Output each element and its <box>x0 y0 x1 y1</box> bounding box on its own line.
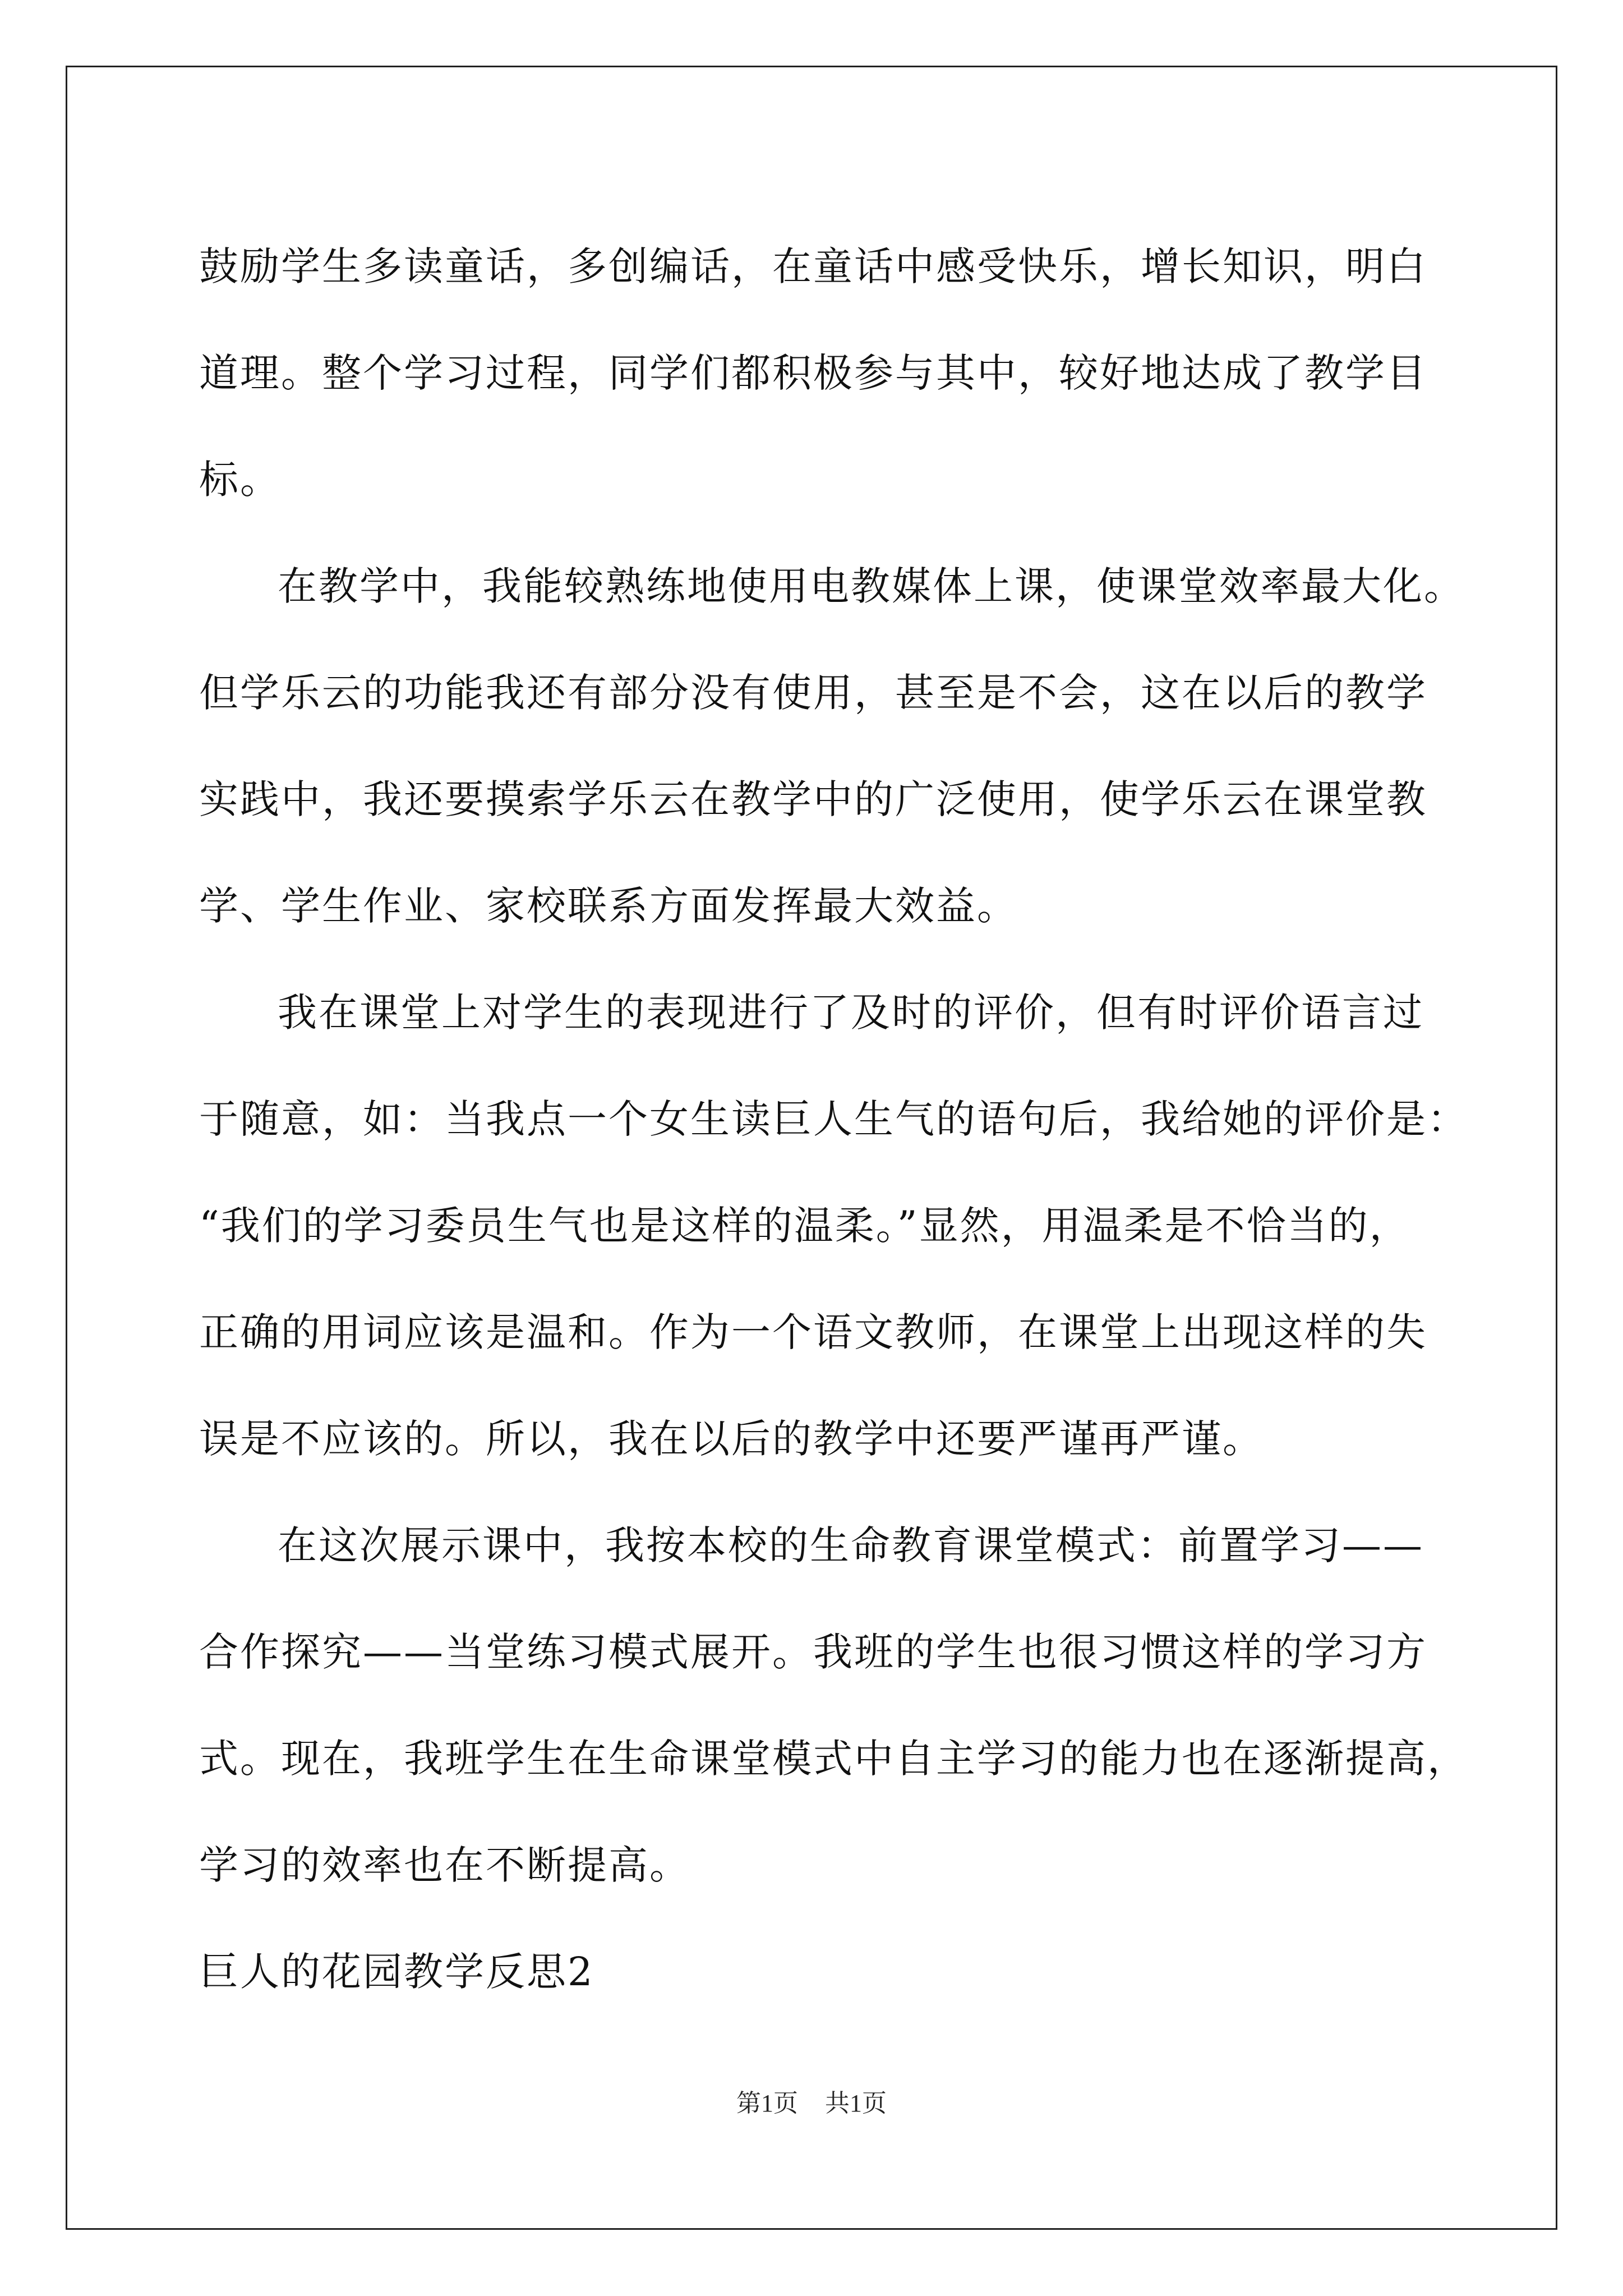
paragraph-2-line-2: 但学乐云的功能我还有部分没有使用，甚至是不会，这在以后的教学 <box>199 670 1427 716</box>
paragraph-4-line-2: 合作探究——当堂练习模式展开。我班的学生也很习惯这样的学习方 <box>199 1629 1427 1675</box>
paragraph-4-line-4: 学习的效率也在不断提高。 <box>199 1842 690 1888</box>
page-number: 第1页 <box>736 2090 798 2117</box>
paragraph-3-line-1: 我在课堂上对学生的表现进行了及时的评价，但有时评价语言过 <box>278 990 1424 1036</box>
paragraph-2-line-4: 学、学生作业、家校联系方面发挥最大效益。 <box>199 883 1018 929</box>
paragraph-3-line-3: “我们的学习委员生气也是这样的温柔。”显然，用温柔是不恰当的， <box>199 1203 1410 1249</box>
page-total: 共1页 <box>825 2090 887 2117</box>
section-title: 巨人的花园教学反思2 <box>199 1949 594 1995</box>
paragraph-2-line-1: 在教学中，我能较熟练地使用电教媒体上课，使课堂效率最大化。 <box>278 563 1465 609</box>
paragraph-2-line-3: 实践中，我还要摸索学乐云在教学中的广泛使用，使学乐云在课堂教 <box>199 776 1427 822</box>
paragraph-4-line-3: 式。现在，我班学生在生命课堂模式中自主学习的能力也在逐渐提高， <box>199 1736 1468 1782</box>
page-footer <box>0 2087 1623 2120</box>
paragraph-1-line-2: 道理。整个学习过程，同学们都积极参与其中，较好地达成了教学目 <box>199 350 1427 396</box>
paragraph-3-line-4: 正确的用词应该是温和。作为一个语文教师，在课堂上出现这样的失 <box>199 1309 1427 1355</box>
document-body <box>199 213 1468 2025</box>
paragraph-4-line-1: 在这次展示课中，我按本校的生命教育课堂模式：前置学习—— <box>278 1522 1424 1568</box>
paragraph-3-line-2: 于随意，如：当我点一个女生读巨人生气的语句后，我给她的评价是： <box>199 1096 1468 1142</box>
paragraph-1-line-1: 鼓励学生多读童话，多创编话，在童话中感受快乐，增长知识，明白 <box>199 243 1427 289</box>
paragraph-3-line-5: 误是不应该的。所以，我在以后的教学中还要严谨再严谨。 <box>199 1416 1264 1462</box>
paragraph-1-line-3: 标。 <box>199 457 281 503</box>
